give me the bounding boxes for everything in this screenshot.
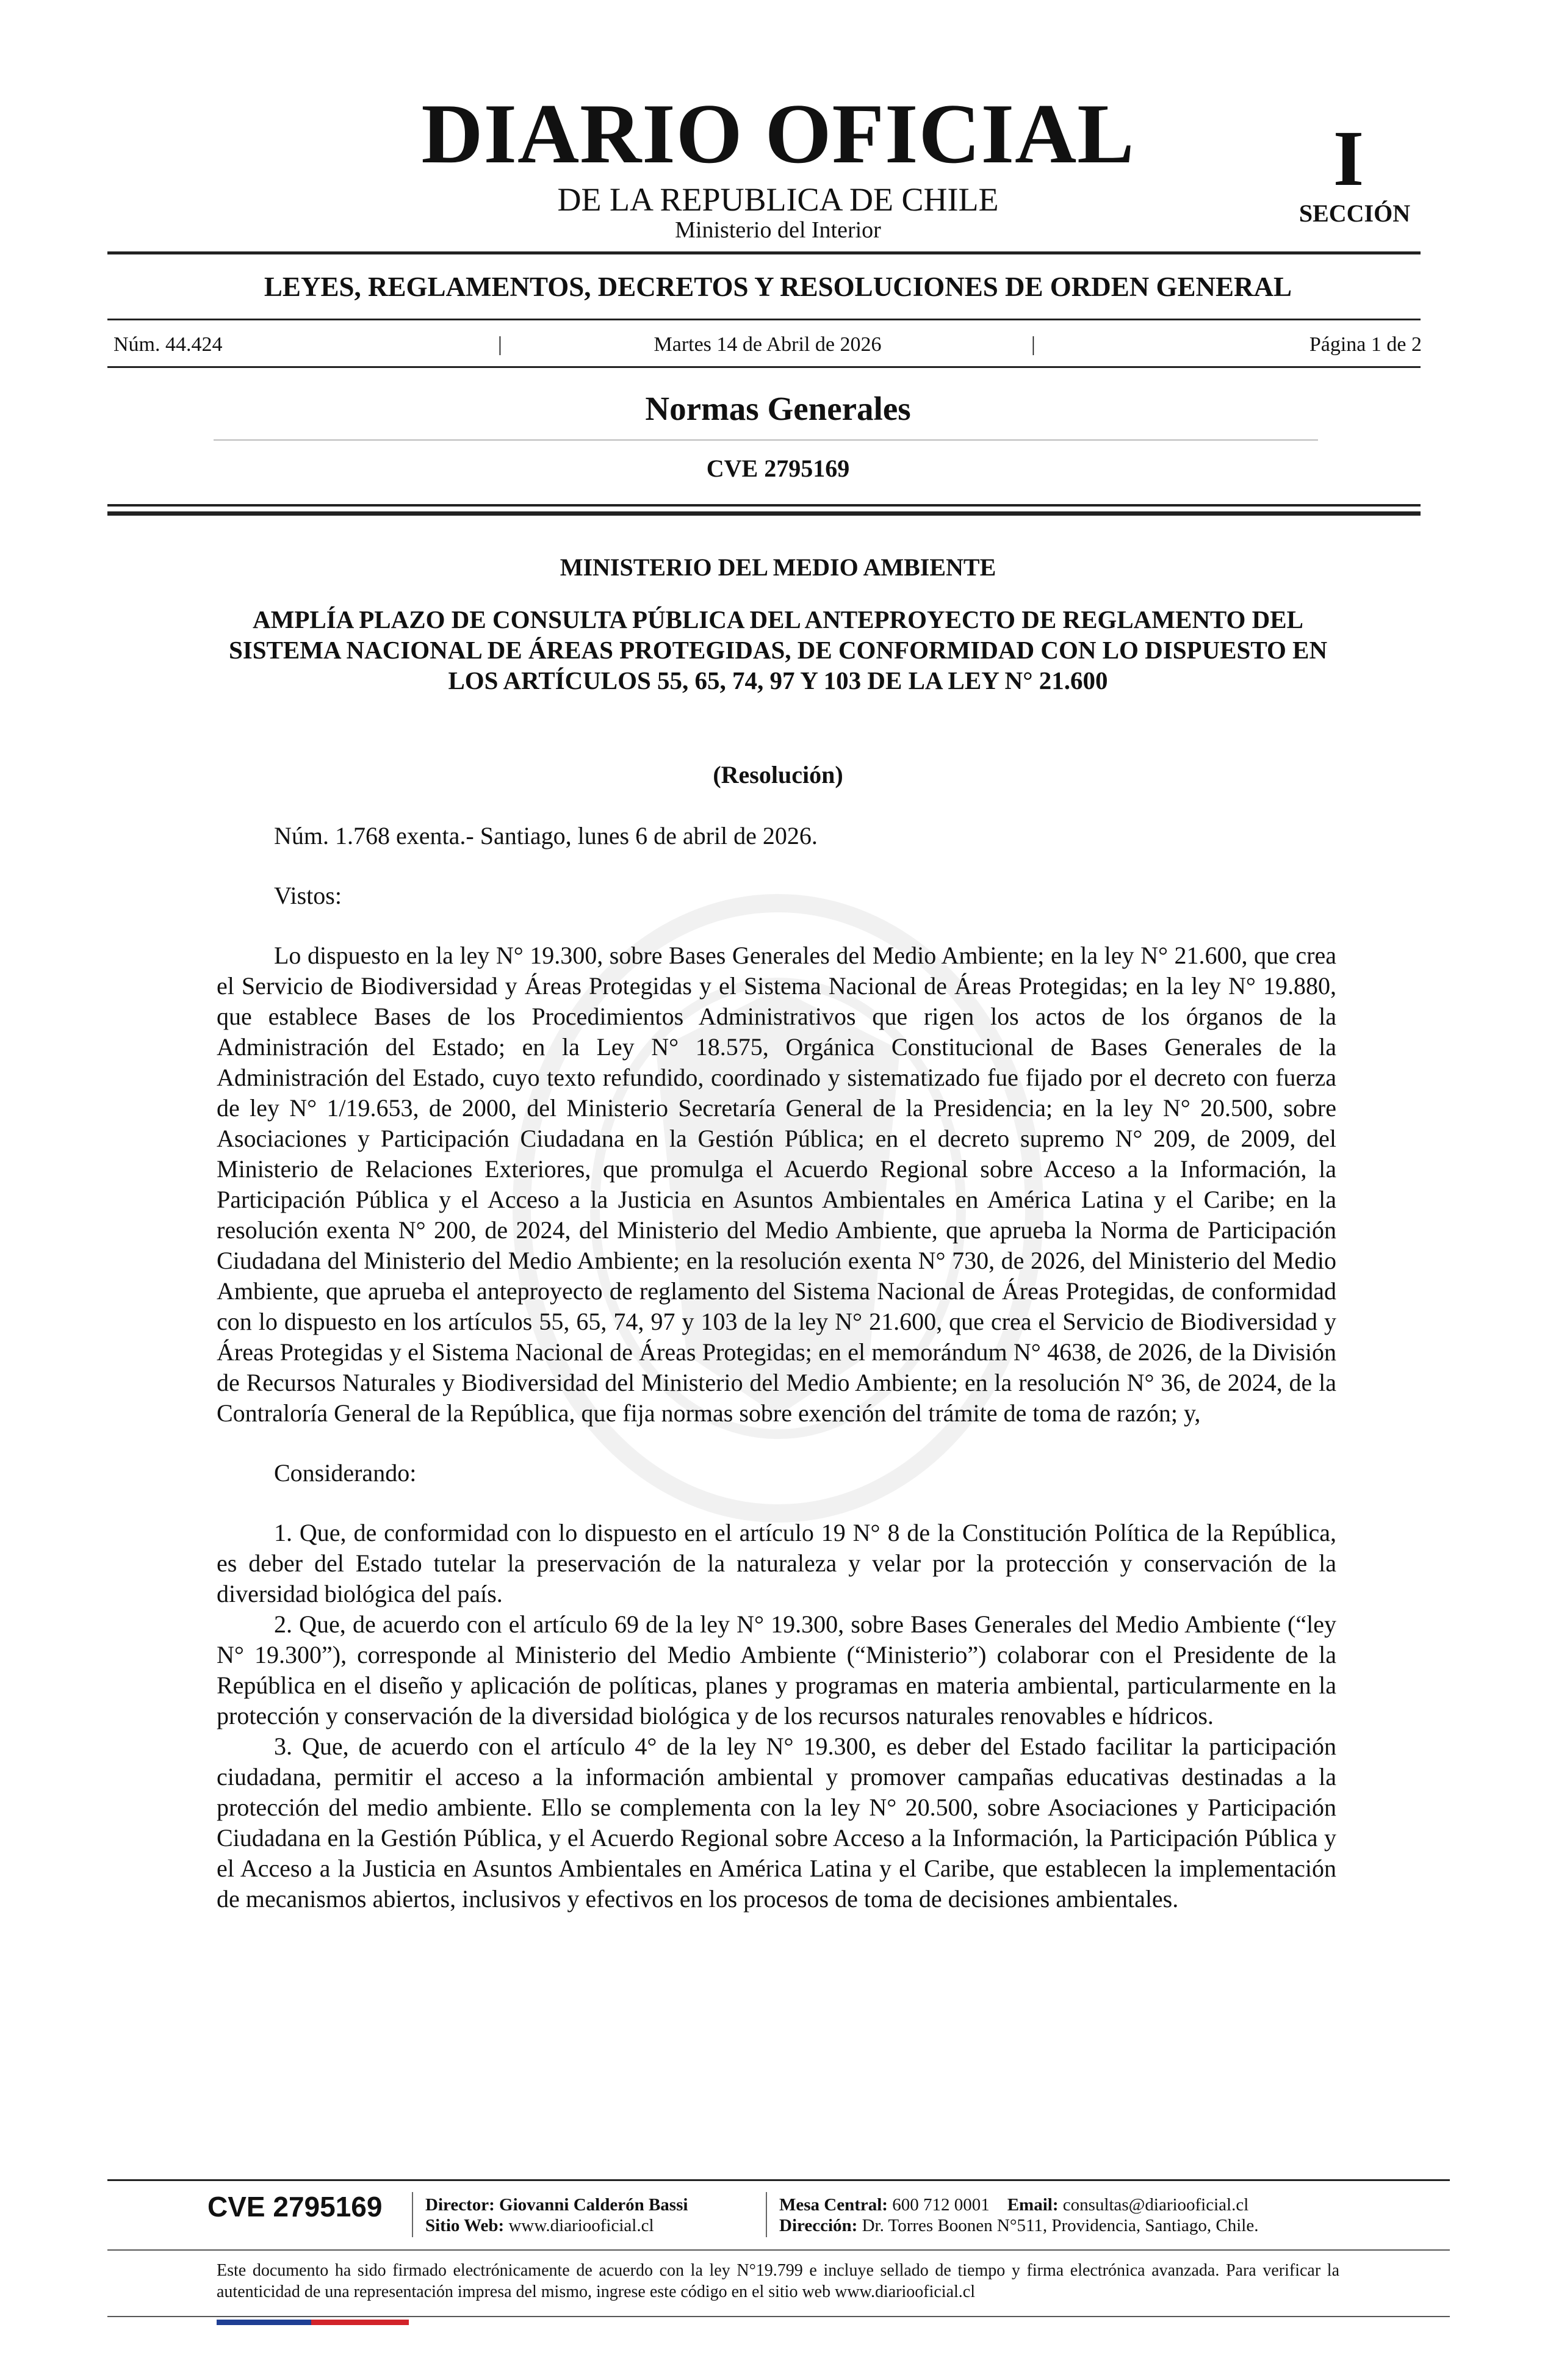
banner: LEYES, REGLAMENTOS, DECRETOS Y RESOLUCIONES DE ORDEN GENERAL (264, 272, 1292, 302)
email-label: Email: (1007, 2195, 1059, 2215)
considerando-item: 2. Que, de acuerdo con el artículo 69 de la ley N° 19.300, sobre Bases Generales del Medio Ambiente (“ley N° 19.300”), corresponde al Ministerio del Medio Ambiente (“Ministerio”) colaborar con el Presidente de la República en el diseño y aplicación de políticas, planes y programas en materia ambiental, particularmente en la protección y conservación de la diversidad biológica y de los recursos naturales renovables e hídricos. (217, 1610, 1336, 1729)
issue-rule (107, 366, 1421, 368)
document-type: (Resolución) (713, 761, 843, 788)
issue-separator: | (1031, 333, 1036, 356)
masthead-rule (107, 251, 1421, 254)
vistos-paragraph: Lo dispuesto en la ley N° 19.300, sobre Bases Generales del Medio Ambiente; en la ley N° 21.600, que crea el Servicio de Biodiversidad y Áreas Protegidas y el Sistema Nacional de Áreas Protegidas; en la ley N° 19.880, que establece Bases de los Procedimientos Administrativos que rigen los actos de los órganos de la Administración del Estado; en la Ley N° 18.575, Orgánica Constitucional de Bases Generales de la Administración del Estado, cuyo texto refundido, coordinado y sistematizado fue fijado por el decreto con fuerza de ley N° 1/19.653, de 2000, del Ministerio Secretaría General de la Presidencia; en la ley N° 20.500, sobre Asociaciones y Participación Ciudadana en la Gestión Pública; en el decreto supremo N° 209, de 2009, del Ministerio de Relaciones Exteriores, que promulga el Acuerdo Regional sobre Acceso a la Información, la Participación Pública y el Acceso a la Justicia en Asuntos Ambientales en América Latina y el Caribe; en la resolución exenta N° 200, de 2024, del Ministerio del Medio Ambiente, que aprueba la Norma de Participación Ciudadana del Ministerio del Medio Ambiente; en la resolución exenta N° 730, de 2026, del Ministerio del Medio Ambiente, que aprueba el anteproyecto de reglamento del Sistema Nacional de Áreas Protegidas, de conformidad con lo dispuesto en los artículos 55, 65, 74, 97 y 103 de la ley N° 21.600, que crea el Servicio de Biodiversidad y Áreas Protegidas y el Sistema Nacional de Áreas Protegidas; en el memorándum N° 4638, de 2026, de la División de Recursos Naturales y Biodiversidad del Ministerio del Medio Ambiente; en la resolución N° 36, de 2024, de la Contraloría General de la República, que fija normas sobre exención del trámite de toma de razón; y, (217, 942, 1336, 1427)
page-indicator: Página 1 de 2 (1309, 333, 1422, 356)
phone-label: Mesa Central: (779, 2195, 888, 2215)
website-link[interactable]: www.diariooficial.cl (508, 2216, 654, 2235)
director-name: Giovanni Calderón Bassi (499, 2195, 688, 2215)
footer-divider (412, 2192, 413, 2237)
footer-bottom-rule (107, 2316, 1450, 2317)
considerando-label: Considerando: (274, 1459, 417, 1487)
masthead-ministry: Ministerio del Interior (675, 217, 881, 243)
footer-cve: CVE 2795169 (207, 2191, 383, 2223)
flag-stripe-red (311, 2320, 409, 2325)
considerando-item: 1. Que, de conformidad con lo dispuesto en el artículo 19 N° 8 de la Constitución Política de la República, es deber del Estado tutelar la preservación de la naturaleza y velar por la protección y conservación de la diversidad biológica del país. (217, 1519, 1336, 1607)
considerando-item: 3. Que, de acuerdo con el artículo 4° de la ley N° 19.300, es deber del Estado facilitar la participación ciudadana, permitir el acceso a la información ambiental y promover campañas educativas destinadas a la protección del medio ambiente. Ello se complementa con la ley N° 20.500, sobre Asociaciones y Participación Ciudadana en la Gestión Pública, y el Acuerdo Regional sobre Acceso a la Información, la Participación Pública y el Acceso a la Justicia en Asuntos Ambientales en América Latina y el Caribe, que establecen la implementación de mecanismos abiertos, inclusivos y efectivos en los procesos de toma de decisiones ambientales. (217, 1733, 1336, 1913)
banner-rule (107, 319, 1421, 320)
flag-stripe-blue (217, 2320, 311, 2325)
section-number: I (1333, 115, 1364, 203)
masthead-subtitle: DE LA REPUBLICA DE CHILE (557, 181, 999, 218)
footer-contact-block (779, 2194, 1359, 2236)
masthead-title: DIARIO OFICIAL (421, 87, 1135, 181)
resolution-intro: Núm. 1.768 exenta.- Santiago, lunes 6 de abril de 2026. (274, 822, 818, 849)
issue-date: Martes 14 de Abril de 2026 (654, 333, 882, 356)
issue-number: Núm. 44.424 (113, 333, 223, 356)
cve-code: CVE 2795169 (706, 455, 850, 482)
document-ministry: MINISTERIO DEL MEDIO AMBIENTE (560, 554, 996, 581)
document-body (217, 821, 1336, 1914)
address-label: Dirección: (779, 2216, 858, 2235)
header-double-rule (107, 504, 1421, 507)
footer-rule (107, 2179, 1450, 2181)
address: Dr. Torres Boonen N°511, Providencia, Santiago, Chile. (862, 2216, 1259, 2235)
email-link[interactable]: consultas@diariooficial.cl (1062, 2195, 1249, 2215)
footer-rule (107, 2249, 1450, 2251)
footer-director-block (425, 2194, 767, 2236)
section-rule (214, 439, 1318, 441)
issue-separator: | (498, 333, 502, 356)
phone-number: 600 712 0001 (892, 2195, 990, 2215)
document-title: AMPLÍA PLAZO DE CONSULTA PÚBLICA DEL ANTEPROYECTO DE REGLAMENTO DEL SISTEMA NACIONAL DE ÁREAS PROTEGIDAS, DE CONFORMIDAD CON LO DISPUESTO EN LOS ARTÍCULOS 55, 65, 74, 97 Y 103 DE LA LEY N° 21.600 (228, 605, 1328, 694)
header-double-rule (107, 511, 1421, 516)
web-label: Sitio Web: (425, 2216, 505, 2235)
director-label: Director: (425, 2195, 495, 2215)
section-label: SECCIÓN (1298, 200, 1411, 227)
footer-legal-notice: Este documento ha sido firmado electrónicamente de acuerdo con la ley N°19.799 e incluye sellado de tiempo y firma electrónica avanzada. Para verificar la autenticidad de una representación impresa del mismo, ingrese este código en el sitio web www.diariooficial.cl (217, 2261, 1339, 2301)
vistos-label: Vistos: (274, 882, 342, 909)
footer-divider (766, 2192, 767, 2237)
section-title: Normas Generales (645, 390, 911, 427)
